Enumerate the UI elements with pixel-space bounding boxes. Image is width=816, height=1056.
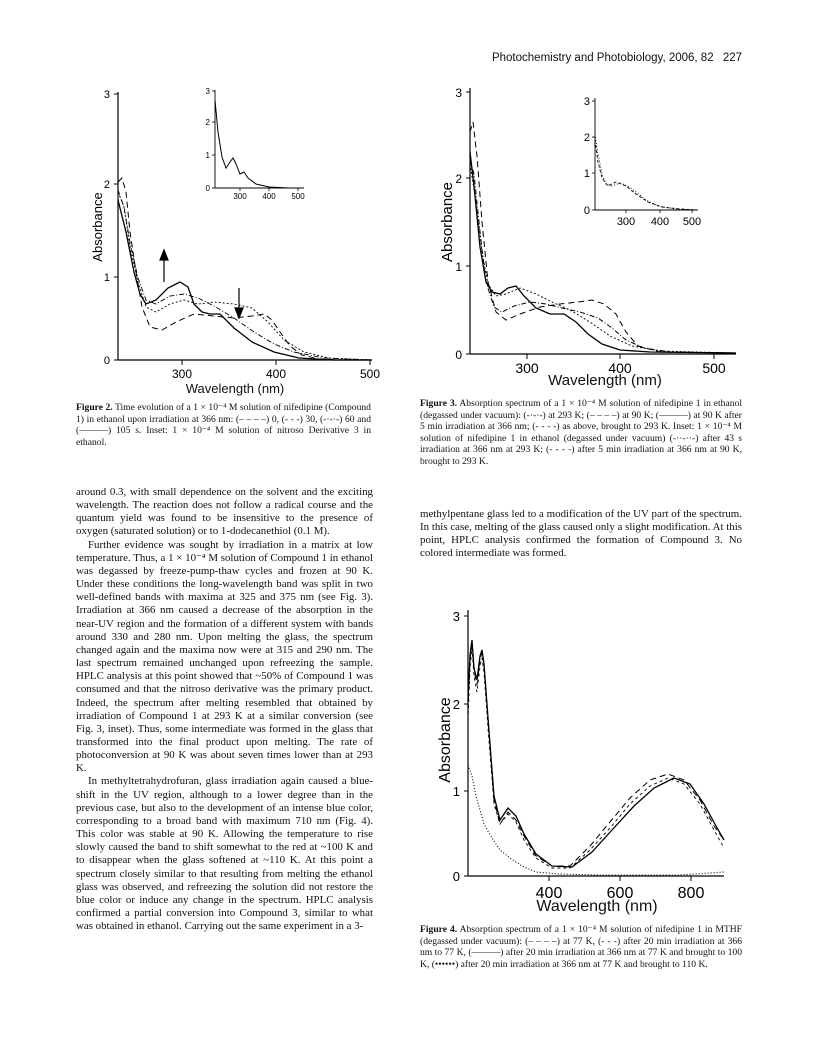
fig3-inset-y-tick-1: 1 xyxy=(583,168,590,180)
fig4-x-tick-400: 400 xyxy=(535,885,563,902)
fig4-curve-77K xyxy=(468,642,724,866)
figure-4-caption-label: Figure 4. xyxy=(420,924,458,935)
fig3-x-tick-500: 500 xyxy=(702,360,726,376)
fig2-inset-x-tick-500: 500 xyxy=(291,192,305,201)
figure-2-caption xyxy=(76,402,371,448)
fig2-y-tick-2: 2 xyxy=(103,179,110,191)
fig2-inset-x-tick-300: 300 xyxy=(233,192,247,201)
figure-4-caption-text: Absorption spectrum of a 1 × 10⁻⁴ M solution of nifedipine 1 in MTHF (degassed under vacuum): (– – – –) at 77 K, (- - -) after 20 min irradiation at 366 nm to 77 K, (———) after 20 min irradiation at 366 nm at 77 K and brought to 100 K, (••••••) after 20 min irradiation at 366 nm at 77 K and brought to 110 K. xyxy=(420,924,742,970)
fig2-inset-x-tick-400: 400 xyxy=(262,192,276,201)
fig3-inset-curve-293K xyxy=(595,134,698,210)
left-column-text xyxy=(76,486,373,933)
fig3-y-label: Absorbance xyxy=(439,181,456,263)
fig3-y-tick-2: 2 xyxy=(455,172,462,186)
right-paragraph-1: methylpentane glass led to a modification of the UV part of the spectrum. In this case, melting of the glass caused only a slight modification. At this point, HPLC analysis confirmed the formation of Compound 3. No colored intermediate was formed. xyxy=(420,508,742,560)
fig3-inset-x-tick-400: 400 xyxy=(650,216,670,228)
fig4-y-tick-0: 0 xyxy=(452,869,460,884)
fig2-x-tick-300: 300 xyxy=(171,367,193,381)
fig3-x-ticks xyxy=(527,354,714,359)
fig4-curve-irr-77K xyxy=(468,648,724,868)
fig2-arrow-down xyxy=(235,288,243,318)
fig4-y-tick-2: 2 xyxy=(452,697,460,712)
fig3-y-tick-1: 1 xyxy=(455,260,462,274)
fig3-y-tick-3: 3 xyxy=(455,86,462,100)
fig3-curve-brought-293K xyxy=(470,164,736,353)
fig2-y-label: Absorbance xyxy=(90,192,105,262)
fig4-y-tick-3: 3 xyxy=(452,609,460,624)
right-column-text xyxy=(420,508,742,561)
fig2-inset-y-tick-2: 2 xyxy=(205,118,210,127)
figure-2-caption-label: Figure 2. xyxy=(76,402,113,413)
fig2-curve-30s xyxy=(118,192,372,360)
figure-2-caption-text: Time evolution of a 1 × 10⁻⁴ M solution of nifedipine (Compound 1) in ethanol upon irradiation at 366 nm: (– – – –) 0, (- - -) 30, (-·-·-) 60 and (———) 105 s. Inset: 1 × 10⁻⁴ M solution of nitroso Derivative 3 in ethanol. xyxy=(76,402,371,448)
figure-4 xyxy=(437,600,740,902)
fig4-x-tick-600: 600 xyxy=(606,885,634,902)
running-header xyxy=(462,52,742,64)
fig3-y-ticks xyxy=(466,92,470,354)
fig4-x-label: Wavelength (nm) xyxy=(536,898,658,915)
fig3-curve-293K xyxy=(470,160,736,353)
figure-4-caption xyxy=(420,924,742,970)
fig4-y-label: Absorbance xyxy=(437,697,454,783)
page-number: 227 xyxy=(722,52,742,64)
fig4-y-ticks xyxy=(464,616,468,876)
fig2-curve-60s xyxy=(118,190,372,360)
fig3-inset-y-tick-2: 2 xyxy=(583,132,590,144)
fig2-arrow-up xyxy=(160,250,168,282)
fig2-curve-105s xyxy=(118,200,372,360)
fig4-x-tick-800: 800 xyxy=(677,885,705,902)
fig4-curve-110K xyxy=(468,765,724,875)
fig2-y-tick-3: 3 xyxy=(103,89,110,101)
figure-3-caption xyxy=(420,398,742,468)
fig2-inset-curve xyxy=(215,100,304,188)
fig3-inset-x-tick-500: 500 xyxy=(682,216,702,228)
fig2-y-tick-1: 1 xyxy=(103,272,110,284)
fig3-x-label: Wavelength (nm) xyxy=(548,372,662,389)
fig2-x-ticks xyxy=(182,360,370,365)
fig4-curve-100K xyxy=(468,640,724,867)
fig2-x-label: Wavelength (nm) xyxy=(185,381,285,396)
fig2-inset xyxy=(206,87,306,201)
figure-2 xyxy=(84,82,381,382)
left-paragraph-3: In methyltetrahydrofuran, glass irradiation again caused a blue-shift in the UV region, although to a lower degree than in the previous case, but also to the development of an intense blue color, corresponding to a broad band with maximum 710 nm (Fig. 4). This color was stable at 90 K. Allowing the temperature to rise slowly caused the band to shift somewhat to the red at ~100 K and to disappear when the glass softened at ~110 K. At this point a spectrum closely similar to that resulting from melting the ethanol glass was observed, and refreezing the solution did not restore the blue color or induce any change in the spectrum. HPLC analysis confirmed a partial conversion into Compound 3, similar to what was obtained in ethanol. Carrying out the same experiment in a 3- xyxy=(76,775,373,933)
fig3-curve-90K-irr xyxy=(470,152,736,353)
fig2-x-tick-500: 500 xyxy=(359,367,381,381)
left-paragraph-2: Further evidence was sought by irradiation in a matrix at low temperature. Thus, a 1 × 10⁻⁴ M solution of Compound 1 in ethanol was degassed by freeze-pump-thaw cycles and frozen at 90 K. Under these conditions the long-wavelength band was split in two well-defined bands with maxima at 325 and 375 nm (see Fig. 3). Irradiation at 366 nm caused a decrease of the absorption in the near-UV region and the formation of a different system with bands around 330 and 280 nm. Upon melting the glass, the spectrum changed again and the maxima now were at 315 and 290 nm. The last spectrum remained unchanged upon refreezing the sample. HPLC analysis at this point showed that ~50% of Compound 1 was consumed and that the nitroso derivative was the primary product. Indeed, the spectrum after melting resembled that obtained by irradiation of Compound 1 at 293 K at a similar conversion (see Fig. 3, inset). Thus, some intermediate was formed in the glass that transformed into the final product upon melting. The rate of photoconversion at 90 K was about seven times lower than at 293 K. xyxy=(76,538,373,775)
fig3-inset-curve-90K xyxy=(595,140,698,210)
fig2-inset-y-tick-3: 3 xyxy=(205,87,210,96)
fig3-inset xyxy=(584,96,701,228)
fig3-inset-x-tick-300: 300 xyxy=(616,216,636,228)
figure-3-caption-text: Absorption spectrum of a 1 × 10⁻⁴ M solution of nifedipine 1 in ethanol (degassed under vacuum): (-·-·-) at 293 K; (– – – –) at 90 K; (———) at 90 K after 5 min irradiation at 366 nm; (- - - -) as above, brought to 293 K. Inset: 1 × 10⁻⁴ M solution of nifedipine 1 in ethanol (degassed under vacuum) (-··-··-) after 43 s irradiation at 366 nm at 293 K; (- - - -) after 5 min irradiation at 366 nm at 90 K, brought to 293 K. xyxy=(420,398,742,467)
fig3-inset-y-tick-0: 0 xyxy=(583,205,590,217)
left-paragraph-1: around 0.3, with small dependence on the solvent and the exciting wavelength. The reaction does not follow a radical course and the quantum yield was found to be insensitive to the presence of oxygen (saturated solution) or to 1-dodecanethiol (0.1 M). xyxy=(76,486,373,538)
figure-3-caption-label: Figure 3. xyxy=(420,398,458,409)
fig3-x-tick-400: 400 xyxy=(608,360,632,376)
fig2-y-tick-0: 0 xyxy=(103,355,110,367)
fig3-y-tick-0: 0 xyxy=(455,348,462,362)
fig3-curve-90K xyxy=(470,122,736,353)
figure-3 xyxy=(439,82,740,376)
journal-citation: Photochemistry and Photobiology, 2006, 82 xyxy=(491,52,714,64)
fig2-inset-y-tick-1: 1 xyxy=(205,151,210,160)
fig4-x-ticks xyxy=(549,876,691,881)
fig2-curve-0s xyxy=(118,178,372,360)
fig4-y-tick-1: 1 xyxy=(452,784,460,799)
fig2-x-tick-400: 400 xyxy=(265,367,287,381)
fig3-inset-y-tick-3: 3 xyxy=(583,96,590,108)
fig3-x-tick-300: 300 xyxy=(515,360,539,376)
fig2-inset-y-tick-0: 0 xyxy=(205,184,210,193)
